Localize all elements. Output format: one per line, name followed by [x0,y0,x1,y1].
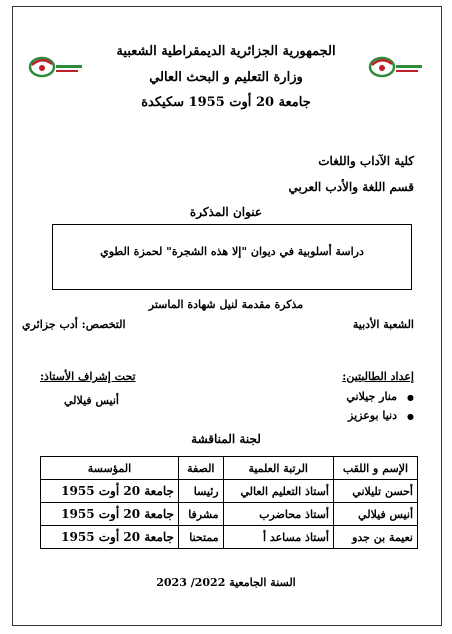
table-cell: جامعة 20 أوت 1955 [41,480,179,503]
table-cell: رئيسا [178,480,223,503]
degree-line: مذكرة مقدمة لنيل شهادة الماستر [148,298,304,311]
table-cell: أستاذ محاضرب [223,503,333,526]
table-header-row [41,457,418,480]
student-name: ● دنيا بوعزيز [346,409,414,422]
students-label: إعداد الطالبتين: [342,370,414,383]
table-cell: أنيس فيلالي [333,503,417,526]
table-cell: جامعة 20 أوت 1955 [41,526,179,549]
table-cell: أستاذ مساعد أ [223,526,333,549]
table-cell: نعيمة بن جدو [333,526,417,549]
academic-year: السنة الجامعية 2022/ 2023 [156,576,296,589]
republic-title: الجمهورية الجزائرية الديمقراطية الشعبية [116,44,336,59]
column-header: الإسم و اللقب [333,457,417,480]
table-row [41,526,418,549]
memo-title: دراسة أسلوبية في ديوان "إلا هذه الشجرة" لحمزة الطوي [100,245,364,258]
specialty-label: التخصص: أدب جزائري [22,318,126,331]
column-header: الصفة [178,457,223,480]
memo-title-box [52,224,412,290]
ministry-title: وزارة التعليم و البحث العالي [149,70,303,85]
column-header: الرتبة العلمية [223,457,333,480]
table-cell: جامعة 20 أوت 1955 [41,503,179,526]
column-header: المؤسسة [41,457,179,480]
memo-title-label: عنوان المذكرة [189,205,263,219]
table-row [41,503,418,526]
faculty-name: كلية الآداب واللغات [318,154,414,168]
table-cell: أحسن تليلاني [333,480,417,503]
supervisor-label: تحت إشراف الأستاذ: [40,370,136,383]
student-name: ● منار جيلاني [346,390,414,403]
university-title: جامعة 20 أوت 1955 سكيكدة [141,95,311,110]
committee-label: لجنة المناقشة [191,432,261,446]
table-cell: ممتحنا [178,526,223,549]
committee-table [40,456,418,549]
table-cell: أستاذ التعليم العالي [223,480,333,503]
table-row [41,480,418,503]
branch-label: الشعبة الأدبية [352,318,414,331]
table-cell: مشرفا [178,503,223,526]
supervisor-name: أنيس فيلالي [64,394,119,407]
students-list [346,390,414,428]
department-name: قسم اللغة والأدب العربي [288,180,414,194]
